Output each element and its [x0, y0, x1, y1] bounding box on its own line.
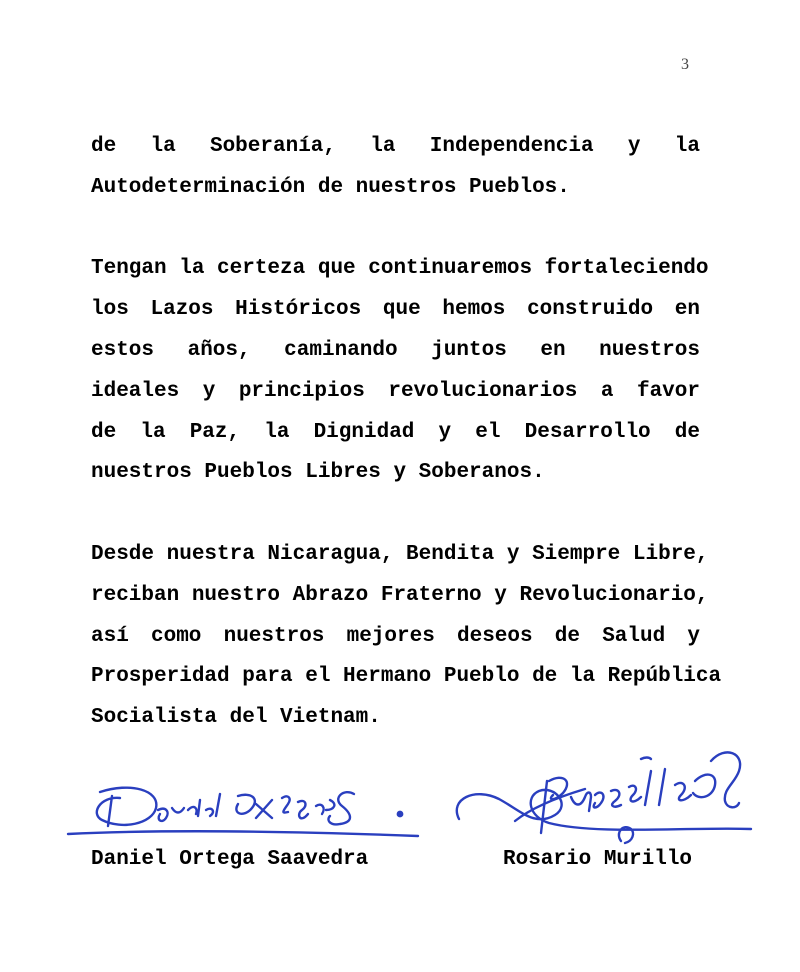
body-line: Tengan la certeza que continuaremos fortaleciendo	[91, 257, 709, 281]
signature-ortega	[60, 760, 430, 850]
body-line: de la Soberanía, la Independencia y la	[91, 135, 700, 158]
signer-name-murillo: Rosario Murillo	[503, 848, 693, 871]
body-line: nuestros Pueblos Libres y Soberanos.	[91, 461, 545, 485]
paragraph-greetings	[91, 535, 722, 739]
letter-body	[91, 127, 722, 780]
body-line: ideales y principios revolucionarios a favor	[91, 379, 700, 403]
body-line: reciban nuestro Abrazo Fraterno y Revolucionario,	[91, 583, 709, 607]
body-line: así como nuestros mejores deseos de Salud y	[91, 624, 700, 648]
page-number: 3	[681, 56, 689, 73]
paragraph-historic-ties	[91, 249, 709, 494]
signature-murillo	[445, 735, 765, 855]
body-line: Prosperidad para el Hermano Pueblo de la República	[91, 665, 722, 689]
body-line: Desde nuestra Nicaragua, Bendita y Siempre Libre,	[91, 542, 709, 566]
body-line: Autodeterminación de nuestros Pueblos.	[91, 175, 570, 199]
body-line: Socialista del Vietnam.	[91, 706, 381, 730]
body-line: de la Paz, la Dignidad y el Desarrollo de	[91, 420, 700, 444]
paragraph-closing-sovereignty	[91, 127, 700, 209]
body-line: estos años, caminando juntos en nuestros	[91, 338, 700, 362]
signer-name-ortega: Daniel Ortega Saavedra	[91, 848, 369, 871]
body-line: los Lazos Históricos que hemos construido en	[91, 298, 700, 322]
